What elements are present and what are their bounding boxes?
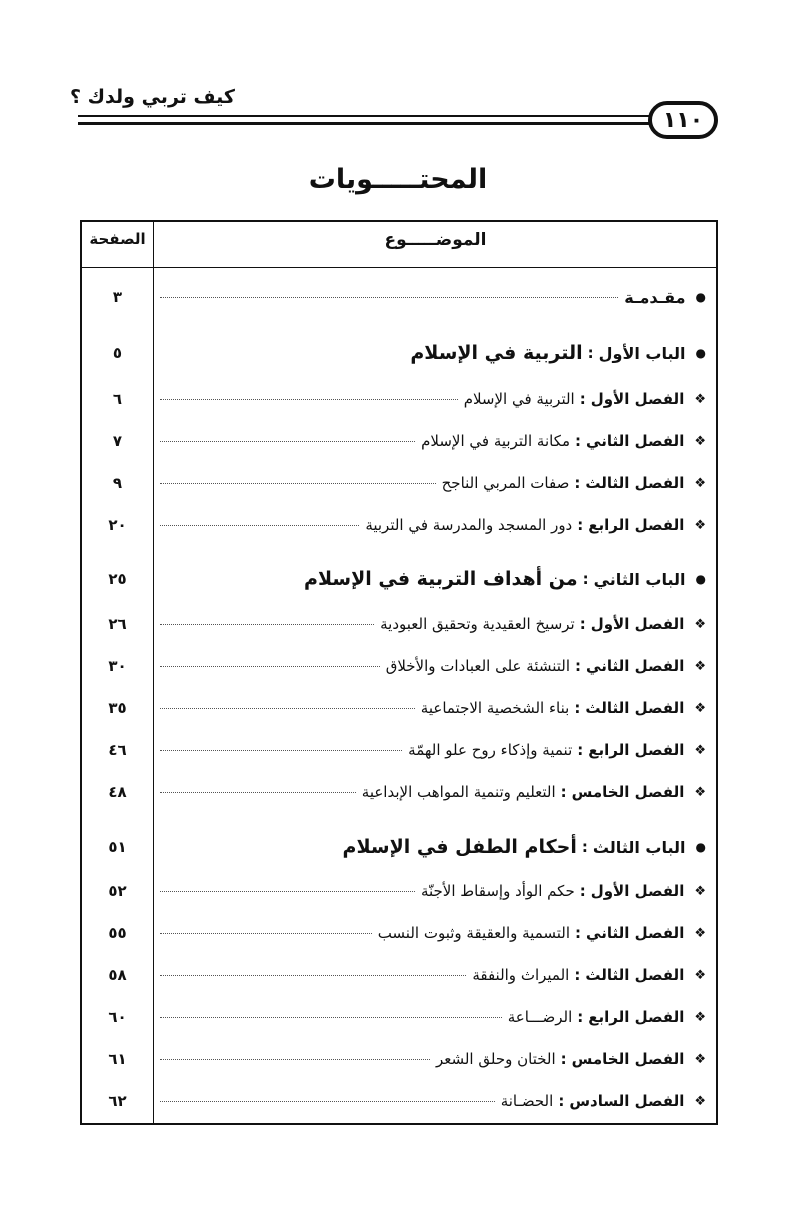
toc-chapter-row (82, 1084, 716, 1118)
toc-entry-label: الفصل الخامس (571, 1050, 685, 1068)
header-rule (78, 122, 650, 125)
toc-chapter-row (82, 958, 716, 992)
toc-page-number: ٥ (112, 344, 123, 362)
diamond-bullet-icon: ❖ (694, 391, 706, 407)
toc-entry-separator: : (577, 516, 584, 534)
toc-entry (160, 958, 706, 992)
diamond-bullet-icon: ❖ (694, 967, 706, 983)
toc-entry-label: الفصل الخامس (571, 783, 685, 801)
toc-chapter-row (82, 649, 716, 683)
toc-leader-dots (160, 297, 618, 298)
toc-entry-label: الفصل الأول (590, 390, 685, 408)
toc-entry (160, 874, 706, 908)
toc-chapter-row (82, 775, 716, 809)
toc-chapter-row (82, 874, 716, 908)
toc-entry-separator: : (560, 1050, 567, 1068)
toc-entry (160, 733, 706, 767)
toc-page-number: ٥٢ (108, 882, 127, 900)
toc-page-number: ٥٥ (108, 924, 127, 942)
diamond-bullet-icon: ❖ (694, 433, 706, 449)
diamond-bullet-icon: ❖ (694, 517, 706, 533)
toc-leader-dots (160, 708, 415, 709)
toc-chapter-row (82, 508, 716, 542)
toc-entry (160, 649, 706, 683)
toc-entry (160, 424, 706, 458)
toc-entry-label: الفصل الرابع (588, 516, 685, 534)
toc-part-row (82, 280, 716, 314)
toc-entry-title: بناء الشخصية الاجتماعية (420, 699, 570, 717)
toc-part-row (82, 830, 716, 864)
toc-page-number: ٣٥ (108, 699, 127, 717)
toc-entry-separator: : (579, 882, 586, 900)
toc-page-number: ٦١ (108, 1050, 127, 1068)
toc-entry-label: الفصل الثالث (585, 966, 685, 984)
toc-leader-dots (160, 483, 436, 484)
toc-entry-title: صفات المربي الناجح (441, 474, 570, 492)
toc-entry-title: الختان وحلق الشعر (435, 1050, 556, 1068)
toc-entry-label: الفصل الثاني (586, 657, 685, 675)
toc-leader-dots (160, 441, 415, 442)
column-header-page: الصفحة (89, 230, 146, 248)
toc-entry-label: الفصل الثاني (586, 432, 685, 450)
toc-leader-dots (160, 750, 402, 751)
toc-entry-label: الفصل الثاني (586, 924, 685, 942)
toc-leader-dots (160, 399, 458, 400)
toc-entry-title: مكانة التربية في الإسلام (421, 432, 571, 450)
toc-entry-title: تنمية وإذكاء روح علو الهمّة (408, 741, 573, 759)
book-title: كيف تربي ولدك ؟ (70, 86, 235, 108)
toc-entry-separator: : (575, 657, 582, 675)
diamond-bullet-icon: ❖ (694, 700, 706, 716)
toc-page-number: ٣٠ (108, 657, 127, 675)
toc-entry (160, 1042, 706, 1076)
diamond-bullet-icon: ❖ (694, 1009, 706, 1025)
toc-entry-separator: : (574, 699, 581, 717)
toc-chapter-row (82, 733, 716, 767)
toc-entry-title: الرضـــاعة (507, 1008, 573, 1026)
toc-chapter-row (82, 1000, 716, 1034)
bullet-dot-icon: ● (695, 840, 706, 854)
diamond-bullet-icon: ❖ (694, 742, 706, 758)
toc-entry-title: حكم الوأد وإسقاط الأجنّة (420, 882, 575, 900)
toc-entry-label: الفصل الرابع (588, 741, 685, 759)
diamond-bullet-icon: ❖ (694, 784, 706, 800)
toc-entry-label: مقـدمـة (624, 287, 686, 307)
toc-entry (160, 280, 706, 314)
toc-page-number: ٧ (112, 432, 123, 450)
diamond-bullet-icon: ❖ (694, 616, 706, 632)
toc-page-number: ٢٥ (108, 570, 127, 588)
toc-entry-label: الفصل الأول (590, 615, 685, 633)
toc-page-number: ٥١ (108, 838, 127, 856)
toc-leader-dots (160, 666, 380, 667)
column-header-topic: الموضـــــوع (384, 230, 487, 250)
toc-entry (160, 775, 706, 809)
toc-entry-separator: : (577, 741, 584, 759)
toc-entry-title: أحكام الطفل في الإسلام (342, 836, 577, 858)
toc-entry-title: الحضـانة (500, 1092, 554, 1110)
toc-entry (160, 830, 706, 864)
toc-page-number: ٤٦ (108, 741, 127, 759)
toc-leader-dots (160, 933, 372, 934)
toc-entry-separator: : (574, 966, 581, 984)
toc-leader-dots (160, 1101, 495, 1102)
toc-entry-label: الباب الثاني (593, 569, 686, 589)
page-number-badge (648, 101, 718, 139)
toc-entry (160, 1084, 706, 1118)
toc-entry-label: الباب الأول (598, 343, 686, 363)
toc-leader-dots (160, 975, 466, 976)
bullet-dot-icon: ● (695, 572, 706, 586)
toc-page-number: ٥٨ (108, 966, 127, 984)
diamond-bullet-icon: ❖ (694, 475, 706, 491)
toc-chapter-row (82, 424, 716, 458)
bullet-dot-icon: ● (695, 346, 706, 360)
toc-entry-title: ترسيخ العقيدية وتحقيق العبودية (380, 615, 575, 633)
toc-entry-title: التربية في الإسلام (410, 342, 583, 364)
toc-entry-separator: : (577, 1008, 584, 1026)
toc-page-number: ٩ (112, 474, 123, 492)
toc-page-number: ٦٢ (108, 1092, 127, 1110)
toc-entry-separator: : (579, 390, 586, 408)
toc-entry-label: الفصل الرابع (588, 1008, 685, 1026)
toc-entry-label: الفصل الأول (590, 882, 685, 900)
toc-page-number: ٢٠ (108, 516, 127, 534)
toc-leader-dots (160, 1059, 430, 1060)
toc-entry-separator: : (558, 1092, 565, 1110)
toc-entry (160, 466, 706, 500)
toc-entry-label: الفصل السادس (569, 1092, 685, 1110)
toc-entry-label: الفصل الثالث (585, 474, 685, 492)
page-title: المحتـــــويات (308, 164, 488, 195)
toc-leader-dots (160, 1017, 502, 1018)
toc-chapter-row (82, 466, 716, 500)
toc-entry-title: من أهداف التربية في الإسلام (304, 568, 578, 590)
diamond-bullet-icon: ❖ (694, 925, 706, 941)
diamond-bullet-icon: ❖ (694, 883, 706, 899)
toc-entry-separator: : (579, 615, 586, 633)
toc-entry-label: الباب الثالث (592, 837, 686, 857)
toc-leader-dots (160, 891, 415, 892)
toc-entry-separator: : (575, 432, 582, 450)
toc-entry-title: التنشئة على العبادات والأخلاق (385, 657, 571, 675)
diamond-bullet-icon: ❖ (694, 1051, 706, 1067)
toc-entry (160, 607, 706, 641)
toc-entry (160, 382, 706, 416)
toc-leader-dots (160, 525, 359, 526)
toc-page-number: ٦ (112, 390, 123, 408)
toc-chapter-row (82, 382, 716, 416)
toc-entry-title: الميراث والنفقة (472, 966, 570, 984)
toc-entry-separator: : (582, 570, 589, 588)
toc-entry (160, 1000, 706, 1034)
toc-chapter-row (82, 1042, 716, 1076)
diamond-bullet-icon: ❖ (694, 1093, 706, 1109)
toc-entry-separator: : (574, 474, 581, 492)
toc-entry (160, 336, 706, 370)
toc-page-number: ٣ (112, 288, 123, 306)
toc-part-row (82, 336, 716, 370)
toc-entry-label: الفصل الثالث (585, 699, 685, 717)
toc-chapter-row (82, 691, 716, 725)
bullet-dot-icon: ● (695, 290, 706, 304)
toc-entry-title: التعليم وتنمية المواهب الإبداعية (361, 783, 556, 801)
toc-leader-dots (160, 792, 356, 793)
toc-entry-title: التربية في الإسلام (463, 390, 575, 408)
toc-chapter-row (82, 607, 716, 641)
toc-page-number: ٤٨ (108, 783, 127, 801)
toc-page-number: ٦٠ (108, 1008, 127, 1026)
toc-part-row (82, 562, 716, 596)
toc-page-number: ٢٦ (108, 615, 127, 633)
diamond-bullet-icon: ❖ (694, 658, 706, 674)
toc-entry-separator: : (575, 924, 582, 942)
toc-leader-dots (160, 624, 374, 625)
toc-entry-separator: : (581, 838, 588, 856)
toc-entry (160, 508, 706, 542)
header-rule (78, 115, 650, 117)
toc-chapter-row (82, 916, 716, 950)
toc-entry (160, 562, 706, 596)
toc-entry-separator: : (587, 344, 594, 362)
header-divider (82, 267, 716, 268)
toc-entry (160, 691, 706, 725)
contents-table (80, 220, 718, 1125)
toc-entry-separator: : (560, 783, 567, 801)
toc-entry-title: دور المسجد والمدرسة في التربية (365, 516, 573, 534)
page-number: ١١٠ (662, 107, 704, 133)
toc-entry-title: التسمية والعقيقة وثبوت النسب (377, 924, 571, 942)
toc-entry (160, 916, 706, 950)
